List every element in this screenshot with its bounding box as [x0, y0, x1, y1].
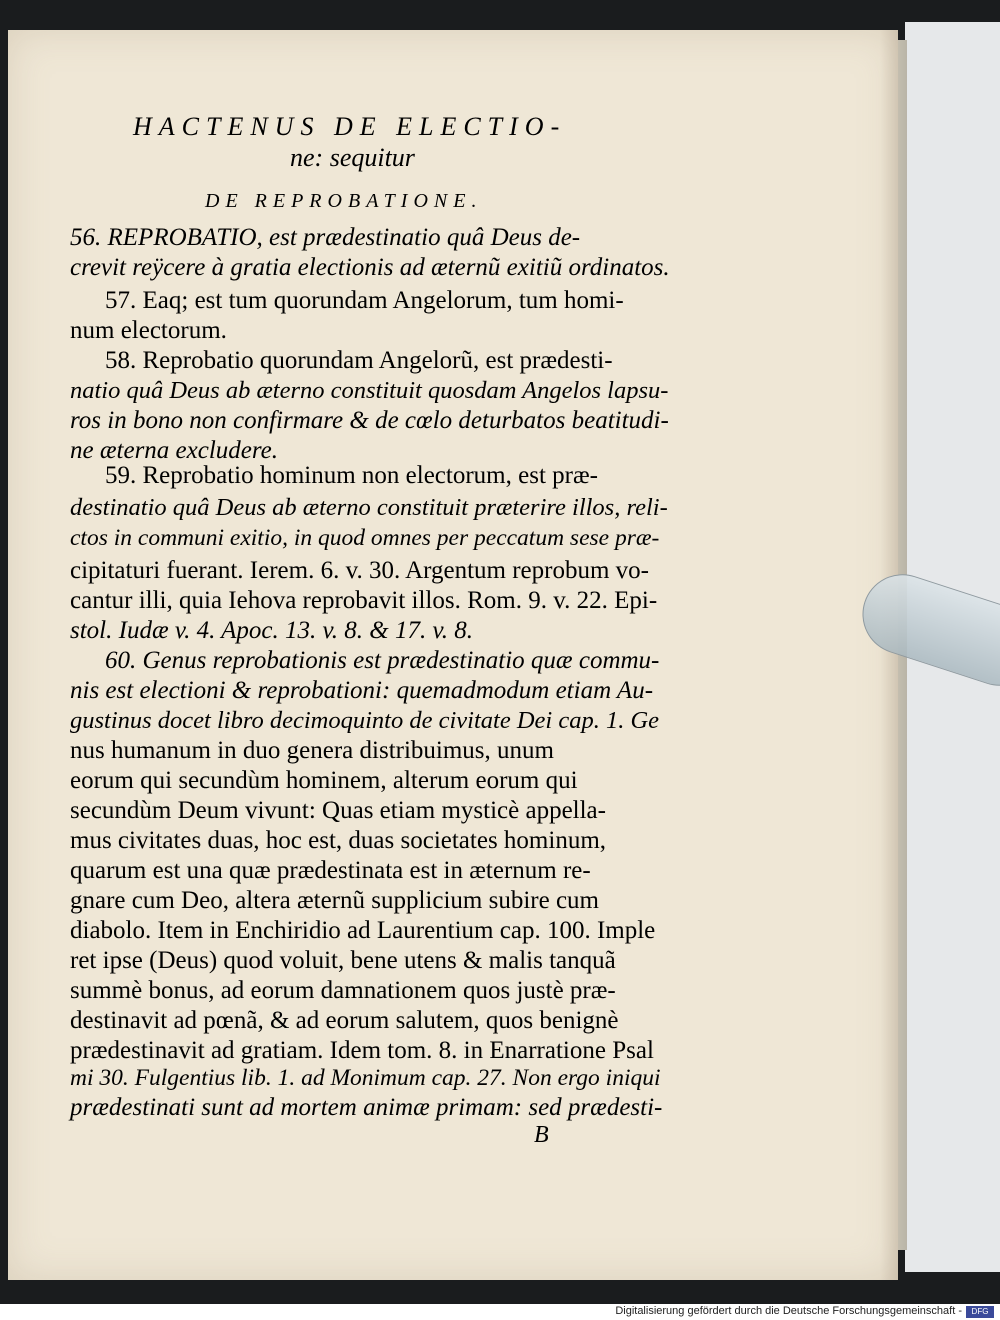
- text-line: destinavit ad pœnã, & ad eorum salutem, quos benignè: [70, 1007, 619, 1034]
- signature-mark: B: [534, 1122, 549, 1148]
- text-line: secundùm Deum vivunt: Quas etiam mysticè appella-: [70, 797, 606, 824]
- text-line: num electorum.: [70, 317, 227, 344]
- footer-bar: [0, 1304, 1000, 1320]
- heading-line-2: ne: sequitur: [290, 143, 415, 172]
- dfg-logo-icon: DFG: [966, 1306, 994, 1318]
- heading-line-3: DE REPROBATIONE.: [205, 190, 483, 212]
- text-line: 57. Eaq; est tum quorundam Angelorum, tum homi-: [105, 287, 624, 314]
- text-line: summè bonus, ad eorum damnationem quos justè præ-: [70, 977, 616, 1004]
- heading-line-1: HACTENUS DE ELECTIO-: [133, 112, 567, 141]
- text-line: gustinus docet libro decimoquinto de civitate Dei cap. 1. Ge: [70, 707, 660, 734]
- text-line: ctos in communi exitio, in quod omnes per peccatum sese præ-: [70, 525, 660, 551]
- text-line: stol. Iudæ v. 4. Apoc. 13. v. 8. & 17. v. 8.: [70, 617, 473, 644]
- text-line: 56. REPROBATIO, est prædestinatio quâ Deus de-: [70, 224, 581, 251]
- text-line: ret ipse (Deus) quod voluit, bene utens & malis tanquã: [70, 947, 616, 974]
- text-line: mi 30. Fulgentius lib. 1. ad Monimum cap. 27. Non ergo iniqui: [70, 1065, 661, 1091]
- footer-credit: Digitalisierung gefördert durch die Deutsche Forschungsgemeinschaft -: [615, 1305, 962, 1317]
- text-line: cantur illi, quia Iehova reprobavit illos. Rom. 9. v. 22. Epi-: [70, 587, 658, 614]
- text-line: natio quâ Deus ab æterno constituit quosdam Angelos lapsu-: [70, 377, 669, 404]
- text-line: cipitaturi fuerant. Ierem. 6. v. 30. Argentum reprobum vo-: [70, 557, 650, 584]
- text-line: diabolo. Item in Enchiridio ad Laurentium cap. 100. Imple: [70, 917, 656, 944]
- text-line: crevit reÿcere à gratia electionis ad æternũ exitiũ ordinatos.: [70, 254, 670, 281]
- text-line: eorum qui secundùm hominem, alterum eorum qui: [70, 767, 578, 794]
- text-line: 59. Reprobatio hominum non electorum, est præ-: [105, 462, 598, 489]
- text-line: mus civitates duas, hoc est, duas societates hominum,: [70, 827, 607, 854]
- text-line: nis est electioni & reprobationi: quemadmodum etiam Au-: [70, 677, 654, 704]
- text-line: prædestinati sunt ad mortem animæ primam: sed prædesti-: [70, 1094, 663, 1121]
- text-line: 58. Reprobatio quorundam Angelorũ, est prædesti-: [105, 347, 613, 374]
- text-line: ros in bono non confirmare & de cœlo deturbatos beatitudi-: [70, 407, 669, 434]
- text-line: quarum est una quæ prædestinata est in æternum re-: [70, 857, 591, 884]
- text-line: 60. Genus reprobationis est prædestinatio quæ commu-: [105, 647, 660, 674]
- text-line: gnare cum Deo, altera æternũ supplicium subire cum: [70, 887, 600, 914]
- page-edge: [880, 30, 898, 1280]
- text-line: destinatio quâ Deus ab æterno constituit præterire illos, reli-: [70, 494, 668, 521]
- text-line: ne æterna excludere.: [70, 437, 279, 464]
- text-line: prædestinavit ad gratiam. Idem tom. 8. in Enarratione Psal: [70, 1037, 654, 1064]
- text-line: nus humanum in duo genera distribuimus, unum: [70, 737, 554, 764]
